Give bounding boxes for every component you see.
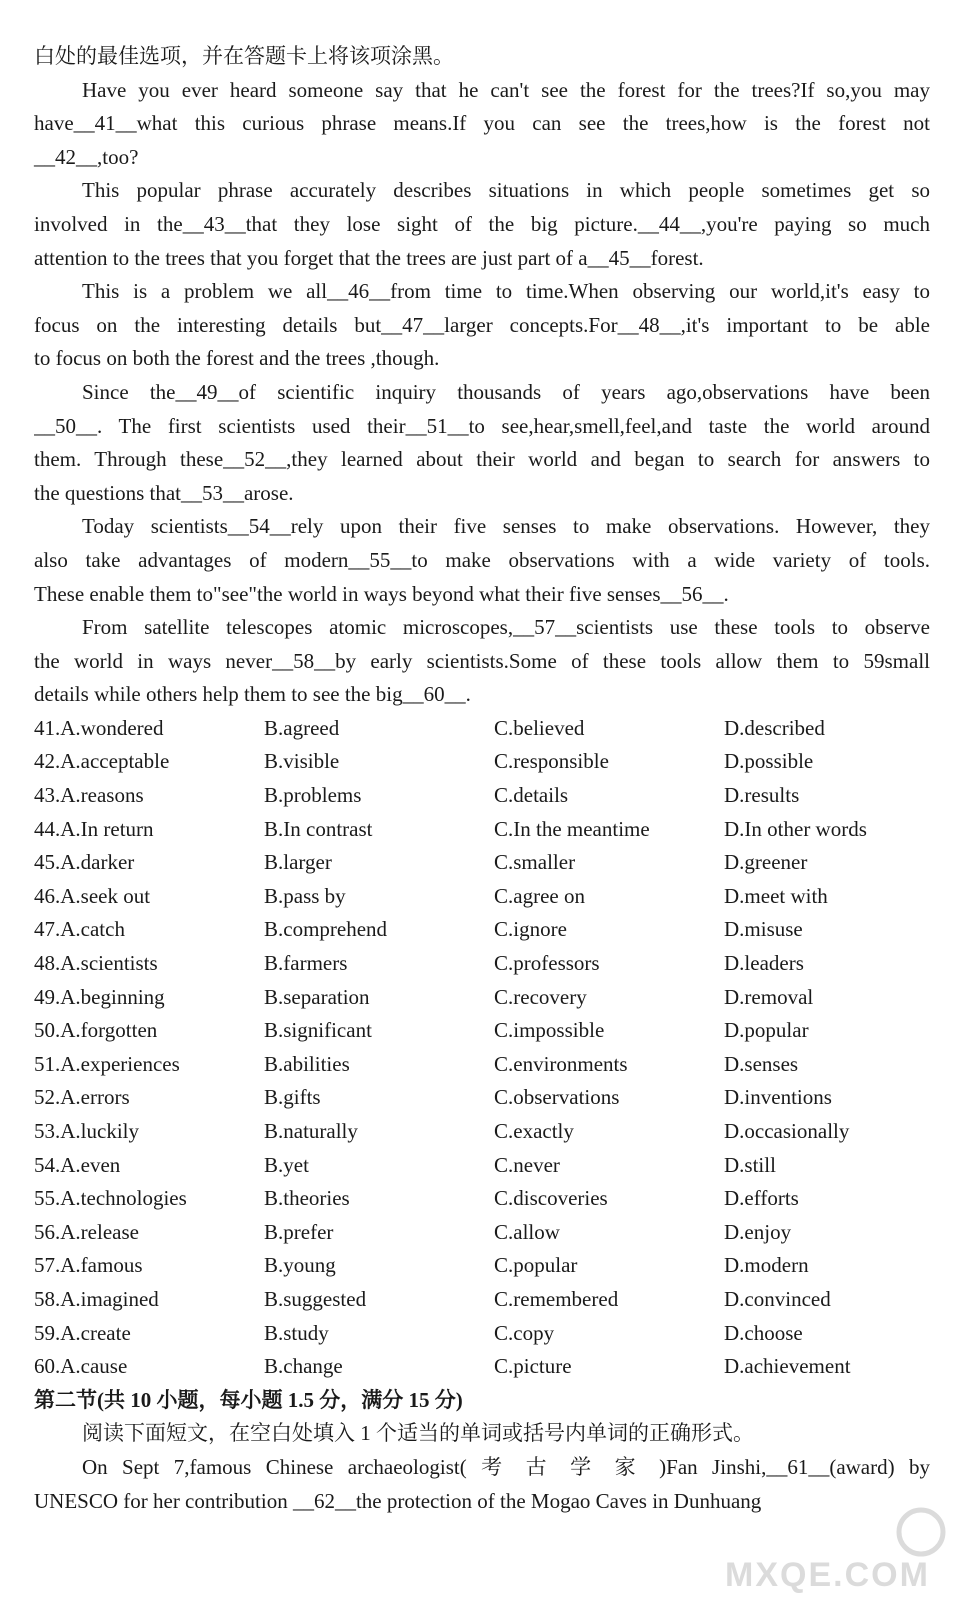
passage-line: the world in ways never__58__by early scientists.Some of these tools allow them to 59small xyxy=(34,648,930,673)
option-choice: D.popular xyxy=(724,1018,809,1043)
option-choice: D.senses xyxy=(724,1051,799,1076)
option-choice: 50.A.forgotten xyxy=(34,1018,158,1043)
option-choice: C.picture xyxy=(494,1354,572,1379)
option-row xyxy=(34,745,930,779)
passage-line: attention to the trees that you forget that the trees are just part of a__45__forest. xyxy=(34,245,704,270)
passage-line: This popular phrase accurately describes situations in which people sometimes get so xyxy=(82,178,930,203)
passage-line: details while others help them to see the big__60__. xyxy=(34,682,471,707)
option-choice: D.greener xyxy=(724,850,808,875)
option-row xyxy=(34,1048,930,1082)
option-choice: D.convinced xyxy=(724,1286,831,1311)
option-choice: C.ignore xyxy=(494,917,567,942)
option-choice: D.removal xyxy=(724,984,814,1009)
option-choice: B.gifts xyxy=(264,1085,321,1110)
options-table xyxy=(34,712,930,1384)
option-choice: C.exactly xyxy=(494,1119,574,1143)
option-row xyxy=(34,1249,930,1283)
option-choice: D.still xyxy=(724,1152,776,1177)
section2-instruction: 阅读下面短文，在空白处填入 1 个适当的单词或括号内单词的正确形式。 xyxy=(82,1421,754,1446)
option-choice: B.naturally xyxy=(264,1119,358,1143)
passage-line: them. Through these__52__,they learned about their world and began to search for answers to xyxy=(34,447,930,472)
passage-line: Since the__49__of scientific inquiry thousands of years ago,observations have been xyxy=(82,379,930,404)
option-row xyxy=(34,1014,930,1048)
option-row xyxy=(34,1081,930,1115)
option-choice: 43.A.reasons xyxy=(34,783,144,808)
option-choice: B.problems xyxy=(264,783,362,808)
option-choice: 49.A.beginning xyxy=(34,984,165,1009)
section2-line: UNESCO for her contribution __62__the protection of the Mogao Caves in Dunhuang xyxy=(34,1488,762,1513)
option-choice: D.enjoy xyxy=(724,1219,792,1244)
option-choice: 41.A.wondered xyxy=(34,715,164,740)
option-choice: B.prefer xyxy=(264,1219,334,1244)
passage-line: focus on the interesting details but__47__larger concepts.For__48__,it's important to be able xyxy=(34,312,930,337)
option-choice: C.agree on xyxy=(494,883,585,908)
passage-line: to focus on both the forest and the trees ,though. xyxy=(34,346,440,371)
option-row xyxy=(34,813,930,847)
option-choice: 54.A.even xyxy=(34,1152,121,1177)
option-row xyxy=(34,1317,930,1351)
option-choice: C.responsible xyxy=(494,749,609,774)
option-choice: D.modern xyxy=(724,1253,809,1278)
option-choice: 51.A.experiences xyxy=(34,1051,180,1076)
passage-line: These enable them to"see"the world in ways beyond what their five senses__56__. xyxy=(34,581,729,606)
option-choice: 52.A.errors xyxy=(34,1085,130,1110)
option-choice: B.In contrast xyxy=(264,816,373,841)
passage-line: have__41__what this curious phrase means.If you can see the trees,how is the forest not xyxy=(34,111,930,136)
option-choice: 55.A.technologies xyxy=(34,1186,187,1211)
option-choice: D.choose xyxy=(724,1320,803,1345)
option-choice: B.abilities xyxy=(264,1051,350,1076)
option-choice: B.agreed xyxy=(264,715,340,740)
option-choice: 60.A.cause xyxy=(34,1354,128,1379)
option-choice: B.larger xyxy=(264,850,332,875)
option-choice: C.smaller xyxy=(494,850,576,875)
option-choice: 48.A.scientists xyxy=(34,951,158,976)
option-choice: D.possible xyxy=(724,749,814,774)
passage-line: Have you ever heard someone say that he can't see the forest for the trees?If so,you may xyxy=(82,77,930,102)
option-choice: D.described xyxy=(724,715,825,740)
option-choice: B.young xyxy=(264,1253,336,1278)
option-choice: D.inventions xyxy=(724,1085,832,1110)
option-choice: B.separation xyxy=(264,984,370,1009)
option-row xyxy=(34,1350,930,1384)
option-choice: C.recovery xyxy=(494,984,587,1009)
option-choice: B.visible xyxy=(264,749,340,774)
option-choice: D.achievement xyxy=(724,1354,851,1379)
option-choice: B.suggested xyxy=(264,1286,367,1311)
option-choice: 56.A.release xyxy=(34,1219,139,1244)
option-choice: C.impossible xyxy=(494,1018,605,1043)
option-row xyxy=(34,779,930,813)
watermark-text: MXQE.COM xyxy=(725,1556,930,1594)
option-choice: C.copy xyxy=(494,1320,555,1345)
option-row xyxy=(34,846,930,880)
option-row xyxy=(34,880,930,914)
option-choice: B.theories xyxy=(264,1186,350,1211)
option-choice: 58.A.imagined xyxy=(34,1286,159,1311)
option-choice: C.discoveries xyxy=(494,1186,608,1211)
passage-line: __50__. The first scientists used their__51__to see,hear,smell,feel,and taste the world around xyxy=(34,413,930,438)
option-choice: D.results xyxy=(724,783,800,808)
passage-line: the questions that__53__arose. xyxy=(34,480,294,505)
option-choice: 44.A.In return xyxy=(34,816,154,841)
option-choice: B.yet xyxy=(264,1152,309,1177)
passage-line: also take advantages of modern__55__to make observations with a wide variety of tools. xyxy=(34,547,930,572)
option-choice: B.pass by xyxy=(264,883,346,908)
option-choice: C.believed xyxy=(494,715,585,740)
exam-page xyxy=(34,40,930,1518)
option-choice: C.never xyxy=(494,1152,560,1177)
option-choice: C.environments xyxy=(494,1051,628,1076)
option-choice: B.study xyxy=(264,1320,329,1345)
option-choice: D.occasionally xyxy=(724,1119,850,1143)
intro-line: 白处的最佳选项，并在答题卡上将该项涂黑。 xyxy=(34,44,454,68)
option-row xyxy=(34,1216,930,1250)
passage-line: involved in the__43__that they lose sight of the big picture.__44__,you're paying so much xyxy=(34,211,930,236)
option-choice: 57.A.famous xyxy=(34,1253,143,1278)
option-choice: 45.A.darker xyxy=(34,850,135,875)
passage-line: __42__,too? xyxy=(34,144,139,169)
option-row xyxy=(34,1115,930,1149)
passage-line: This is a problem we all__46__from time to time.When observing our world,it's easy to xyxy=(82,279,930,304)
option-choice: B.farmers xyxy=(264,951,348,976)
option-choice: C.professors xyxy=(494,951,600,976)
option-row xyxy=(34,1283,930,1317)
option-choice: C.popular xyxy=(494,1253,578,1278)
option-choice: B.significant xyxy=(264,1018,372,1043)
option-choice: C.remembered xyxy=(494,1286,619,1311)
option-row xyxy=(34,947,930,981)
option-choice: D.efforts xyxy=(724,1186,799,1211)
option-choice: B.comprehend xyxy=(264,917,388,942)
option-choice: D.leaders xyxy=(724,951,804,976)
section2-line: On Sept 7,famous Chinese archaeologist( 考 古 学 家 )Fan Jinshi,__61__(award) by xyxy=(82,1454,930,1479)
option-choice: 47.A.catch xyxy=(34,917,125,942)
option-row xyxy=(34,712,930,746)
option-choice: D.misuse xyxy=(724,917,803,942)
option-choice: B.change xyxy=(264,1354,343,1379)
option-choice: C.allow xyxy=(494,1219,560,1244)
option-choice: 46.A.seek out xyxy=(34,883,151,908)
option-choice: C.In the meantime xyxy=(494,816,650,841)
option-choice: 53.A.luckily xyxy=(34,1119,139,1143)
passage-line: From satellite telescopes atomic microscopes,__57__scientists use these tools to observe xyxy=(82,615,930,640)
option-row xyxy=(34,1182,930,1216)
option-row xyxy=(34,981,930,1015)
option-choice: D.meet with xyxy=(724,883,828,908)
option-choice: 42.A.acceptable xyxy=(34,749,170,774)
option-row xyxy=(34,1149,930,1183)
option-row xyxy=(34,913,930,947)
passage xyxy=(34,74,930,712)
section2-heading: 第二节(共 10 小题，每小题 1.5 分，满分 15 分) xyxy=(34,1387,463,1412)
option-choice: 59.A.create xyxy=(34,1320,131,1345)
option-choice: D.In other words xyxy=(724,816,867,841)
option-choice: C.details xyxy=(494,783,569,808)
option-choice: C.observations xyxy=(494,1085,620,1110)
passage-line: Today scientists__54__rely upon their five senses to make observations. However, they xyxy=(82,514,930,539)
